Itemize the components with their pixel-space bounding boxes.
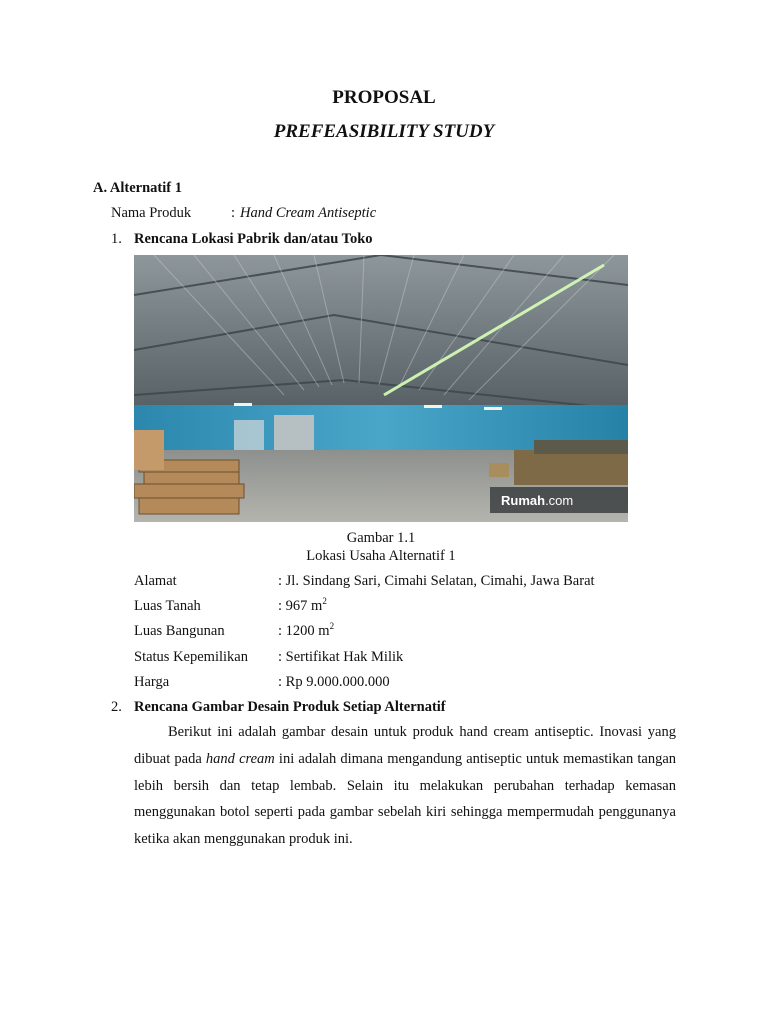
section-heading: A. Alternatif 1 — [93, 180, 182, 196]
detail-value-status: : Sertifikat Hak Milik — [278, 649, 404, 665]
detail-label-harga: Harga — [134, 674, 170, 690]
product-value: Hand Cream Antiseptic — [240, 205, 377, 221]
item2-number: 2. — [111, 699, 122, 715]
detail-label-status: Status Kepemilikan — [134, 649, 248, 665]
page-title: PROPOSAL — [332, 87, 436, 108]
detail-label-luas-tanah: Luas Tanah — [134, 598, 201, 614]
item1-heading: Rencana Lokasi Pabrik dan/atau Toko — [134, 231, 373, 247]
product-label: Nama Produk — [111, 205, 192, 221]
product-separator: : — [231, 205, 236, 221]
detail-value-luas-bangunan: : 1200 $m^2$ — [278, 621, 335, 639]
design-paragraph: Berikut ini adalah gambar desain untuk produk hand cream antiseptic. Inovasi yang dibuat pada hand cream ini adalah dimana mengandung antiseptic untuk memastikan tangan lebih bersih dan tetap lembab. Selain itu melakukan perubahan terhadap kemasan menggunakan botol seperti pada gambar sebelah kiri sehingga mempermudah penggunanya ketika akan menggunakan produk ini. — [134, 724, 677, 848]
detail-value-harga: : Rp 9.000.000.000 — [278, 674, 390, 690]
detail-value-alamat: : Jl. Sindang Sari, Cimahi Selatan, Cimahi, Jawa Barat — [278, 573, 595, 589]
detail-value-luas-tanah: : 967 $m^2$ — [278, 596, 327, 614]
photo-watermark: Rumah.com — [501, 493, 574, 508]
page-subtitle: PREFEASIBILITY STUDY — [273, 121, 495, 142]
item2-heading: Rencana Gambar Desain Produk Setiap Alternatif — [134, 699, 446, 715]
factory-photo — [134, 255, 628, 522]
detail-label-luas-bangunan: Luas Bangunan — [134, 623, 225, 639]
detail-label-alamat: Alamat — [134, 573, 177, 589]
figure-caption-title: Lokasi Usaha Alternatif 1 — [306, 548, 456, 564]
figure-caption-number: Gambar 1.1 — [346, 530, 416, 546]
item1-number: 1. — [111, 231, 122, 247]
